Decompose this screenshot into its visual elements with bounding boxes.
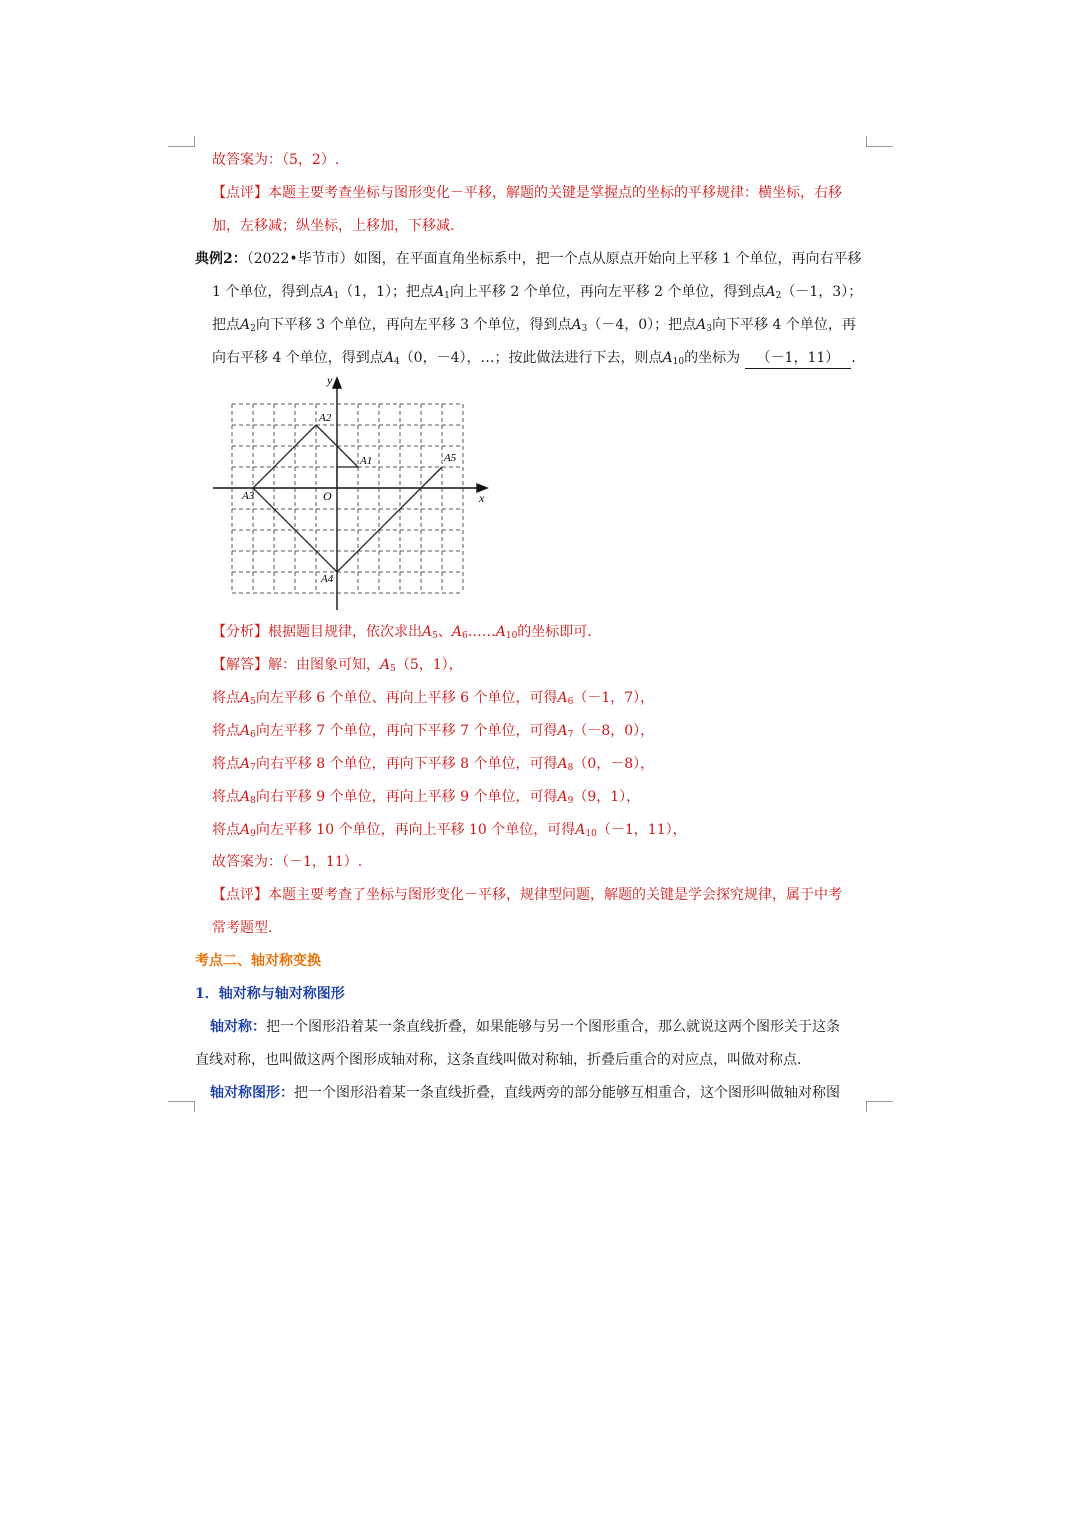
example-text: （1，1）；把点 — [339, 284, 435, 300]
point-A2-label: A2 — [319, 412, 332, 424]
definition-symmetric-figure — [210, 1083, 840, 1103]
point-label: $A_5$ — [380, 657, 396, 674]
point-label: $A_9$ — [240, 822, 256, 839]
point-label: $A_6$ — [240, 723, 256, 740]
example-text: . — [851, 350, 856, 366]
previous-comment-line-1: 【点评】本题主要考查坐标与图形变化－平移，解题的关键是掌握点的坐标的平移规律：横坐标，右移 — [212, 185, 842, 201]
example-text: 向右平移 4 个单位，得到点 — [212, 350, 384, 366]
y-axis-arrow — [333, 378, 341, 388]
analysis-text: 、 — [437, 624, 452, 640]
solution-step-4: 将点$A_8$向右平移 9 个单位，再向上平移 9 个单位，可得$A_9(9$，1）， — [212, 789, 641, 806]
answer-blank: （－1，11） — [745, 348, 852, 369]
example-text: 向上平移 2 个单位，再向左平移 2 个单位，得到点 — [449, 284, 766, 300]
definition-text: 把一个图形沿着某一条直线折叠，直线两旁的部分能够互相重合，这个图形叫做轴对称图 — [294, 1085, 840, 1101]
example-text: （0，－4），…；按此做法进行下去，则点 — [399, 350, 663, 366]
solution-line-0 — [212, 655, 463, 679]
point-label: $A_8$ — [557, 756, 574, 773]
translation-path — [253, 425, 442, 572]
y-axis-label: y — [327, 373, 333, 387]
example-line-1 — [195, 249, 861, 269]
point-label: $A_6$ — [451, 624, 468, 641]
point-label: $A_1$ — [323, 284, 340, 301]
example-text: 的坐标为 — [684, 350, 741, 366]
crop-mark-top-left — [168, 136, 195, 147]
previous-comment-line-2: 加，左移减；纵坐标，上移加，下移减. — [212, 218, 455, 234]
point-label: $A_2$ — [765, 284, 782, 301]
analysis-line — [212, 622, 592, 646]
origin-label: O — [323, 489, 332, 503]
point-label: $A_7$ — [240, 756, 256, 773]
example-text-1: （2022•毕节市）如图，在平面直角坐标系中，把一个点从原点开始向上平移 1 个单位，再向右平移 — [246, 251, 862, 267]
point-label: $A_8$ — [240, 789, 256, 806]
previous-answer: 故答案为：（5，2）. — [212, 152, 340, 168]
crop-mark-top-right — [866, 136, 893, 147]
analysis-label: 【分析】 — [212, 624, 268, 640]
section-subheading: 1．轴对称与轴对称图形 — [195, 986, 345, 1002]
example-line-3 — [212, 315, 856, 339]
definition-axial-symmetry-line-2: 直线对称，也叫做这两个图形成轴对称，这条直线叫做对称轴，折叠后重合的对应点，叫做对称点. — [195, 1052, 802, 1068]
crop-mark-bottom-left — [168, 1101, 195, 1112]
example-line-4 — [212, 348, 856, 372]
example-text: 向下平移 4 个单位，再 — [712, 317, 856, 333]
solution-step-3: 将点$A_7$向右平移 8 个单位，再向下平移 8 个单位，可得$A_8(0$，－8）， — [212, 756, 655, 773]
point-label: $A_{10}$ — [495, 624, 518, 641]
example-line-2 — [212, 282, 862, 306]
example-text: 向下平移 3 个单位，再向左平移 3 个单位，得到点 — [255, 317, 572, 333]
example-label: 典例2： — [195, 251, 247, 267]
crop-mark-bottom-right — [866, 1101, 893, 1112]
dashed-grid — [232, 404, 463, 593]
point-label: $A_4$ — [383, 350, 400, 367]
point-label: $A_5$ — [240, 690, 256, 707]
solution-text: （5，1）， — [395, 657, 463, 673]
point-label: $A_3$ — [696, 317, 713, 334]
analysis-text: …… — [467, 624, 496, 640]
example-text: （－4，0）；把点 — [587, 317, 697, 333]
analysis-text: 的坐标即可. — [517, 624, 592, 640]
comment-line-1: 【点评】本题主要考查了坐标与图形变化－平移，规律型问题，解题的关键是学会探究规律，属于中考 — [212, 887, 842, 903]
example-text: 1 个单位，得到点 — [212, 284, 324, 300]
point-label: $A_3$ — [571, 317, 588, 334]
point-label: $A_2$ — [240, 317, 256, 334]
definition-text: 把一个图形沿着某一条直线折叠，如果能够与另一个图形重合，那么就说这两个图形关于这条 — [266, 1019, 840, 1035]
point-label: $A_7$ — [557, 723, 574, 740]
solution-step-5: 将点$A_9$向左平移 10 个单位，再向上平移 10 个单位，可得$A_{10}(-1$，11）， — [212, 822, 687, 839]
analysis-text: 根据题目规律，依次求出 — [268, 624, 422, 640]
point-label: $A_{10}$ — [662, 350, 685, 367]
point-A5-label: A5 — [444, 452, 457, 464]
x-axis-label: x — [479, 491, 485, 505]
example-text: （－1，3）； — [781, 284, 863, 300]
solution-text: 解：由图象可知， — [268, 657, 380, 673]
coordinate-grid-figure — [205, 372, 495, 614]
point-label: $A_5$ — [422, 624, 438, 641]
point-A1-label: A1 — [360, 455, 373, 467]
solution-label: 【解答】 — [212, 657, 268, 673]
definition-term: 轴对称： — [210, 1019, 266, 1035]
solution-step-1: 将点$A_5$向左平移 6 个单位、再向上平移 6 个单位，可得$A_6(-1$，7）， — [212, 690, 655, 707]
solution-answer: 故答案为：（－1，11）. — [212, 854, 363, 870]
point-A3-label: A3 — [242, 490, 255, 502]
example-text: 把点 — [212, 317, 240, 333]
definition-axial-symmetry-line-1 — [210, 1017, 840, 1037]
point-label: $A_{10}$ — [575, 822, 597, 839]
section-heading: 考点二、轴对称变换 — [195, 953, 321, 969]
point-label: $A_9$ — [557, 789, 574, 806]
comment-line-2: 常考题型. — [212, 920, 273, 936]
point-label: $A_1$ — [434, 284, 450, 301]
point-A4-label: A4 — [321, 573, 334, 585]
definition-term: 轴对称图形： — [210, 1085, 294, 1101]
solution-step-2: 将点$A_6$向左平移 7 个单位，再向下平移 7 个单位，可得$A_7(-8$，0）， — [212, 723, 655, 740]
point-label: $A_6$ — [557, 690, 574, 707]
